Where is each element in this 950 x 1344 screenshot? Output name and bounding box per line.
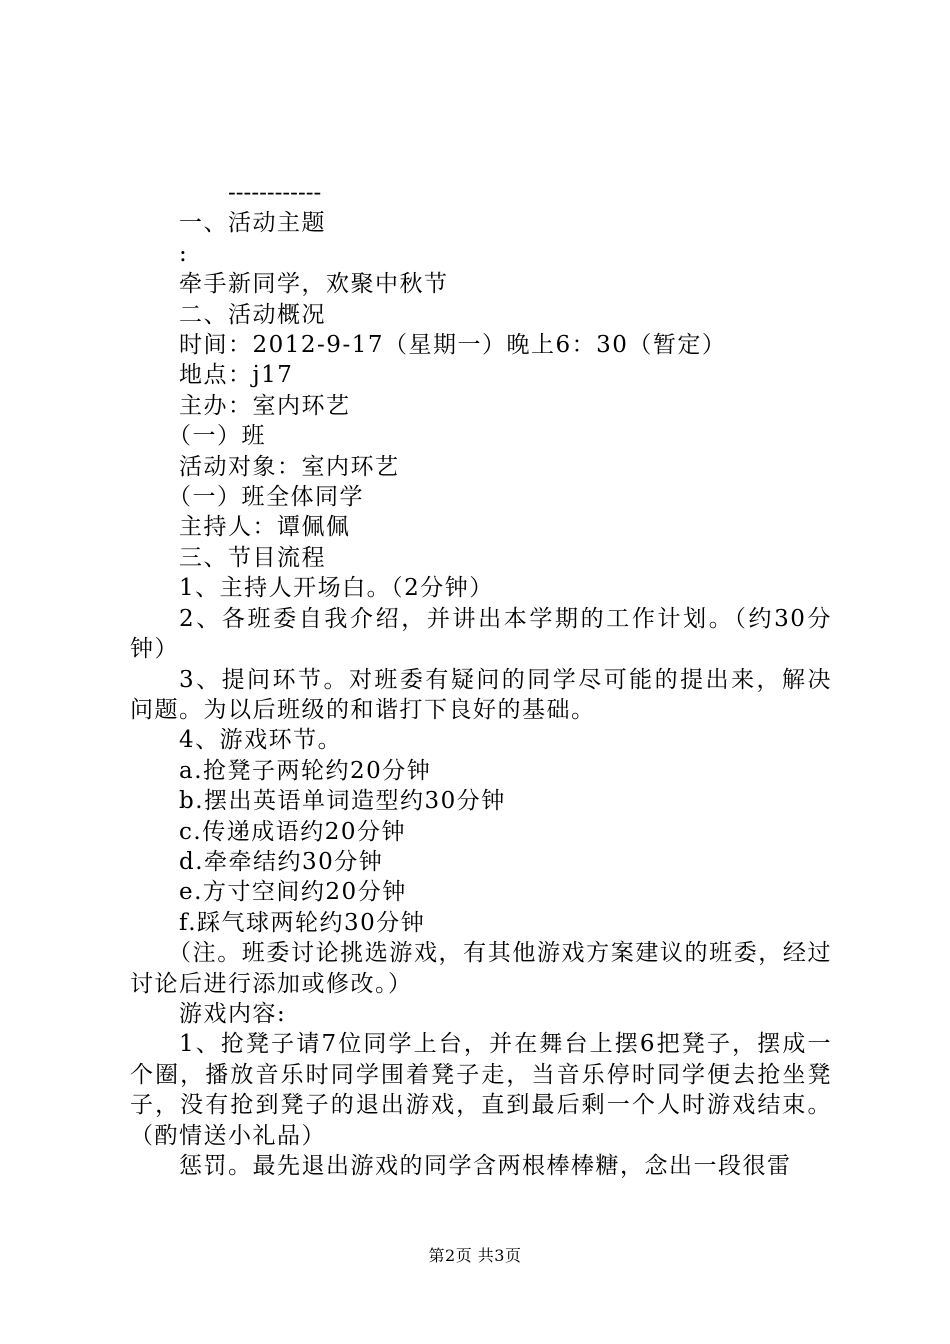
audience-line: 活动对象：室内环艺	[179, 453, 400, 480]
game-item-c: c.传递成语约20分钟	[179, 818, 406, 845]
heading-activity-overview: 二、活动概况	[179, 301, 326, 328]
location-line: 地点：j17	[179, 362, 294, 389]
theme-text: 牵手新同学，欢聚中秋节	[179, 271, 449, 298]
heading-program-flow: 三、节目流程	[179, 544, 326, 571]
organizer-line: 主办：室内环艺	[179, 392, 351, 419]
heading-activity-theme: 一、活动主题	[179, 210, 326, 237]
game-item-f: f.踩气球两轮约30分钟	[179, 909, 426, 936]
audience-class-line: （一）班全体同学	[168, 484, 364, 511]
game-content-1: 1、抢凳子请7位同学上台，并在舞台上摆6把凳子，摆成一个圈，播放音乐时同学围着凳子走，当音乐停时同学便去抢坐凳子，没有抢到凳子的退出游戏，直到最后剩一个人时游戏结束。（酌情送小礼品）	[130, 1031, 832, 1149]
page-footer: 第2页 共3页	[428, 1246, 522, 1265]
divider-line	[130, 178, 832, 208]
flow-item-4: 4、游戏环节。	[179, 727, 343, 754]
divider-text: ------------	[228, 180, 322, 206]
flow-item-2: 2、各班委自我介绍，并讲出本学期的工作计划。（约30分钟）	[130, 605, 832, 663]
note-paragraph: （注。班委讨论挑选游戏，有其他游戏方案建议的班委，经过讨论后进行添加或修改。）	[130, 940, 832, 997]
heading-game-content: 游戏内容:	[179, 1000, 287, 1027]
penalty-paragraph: 惩罚。最先退出游戏的同学含两根棒棒糖，念出一段很雷	[179, 1153, 792, 1179]
document-body	[130, 178, 832, 1181]
game-item-d: d.牵牵结约30分钟	[179, 848, 384, 875]
flow-item-3: 3、提问环节。对班委有疑问的同学尽可能的提出来，解决问题。为以后班级的和谐打下良好的基础。	[130, 666, 832, 723]
game-item-b: b.摆出英语单词造型约30分钟	[179, 788, 506, 815]
host-line: 主持人：谭佩佩	[179, 514, 351, 541]
game-item-e: e.方寸空间约20分钟	[179, 879, 407, 906]
game-item-a: a.抢凳子两轮约20分钟	[179, 757, 432, 784]
time-line: 时间：2012-9-17（星期一）晚上6：30（暂定）	[179, 332, 727, 359]
colon-line: :	[179, 240, 189, 267]
organizer-class-line: （一）班	[168, 423, 266, 450]
flow-item-1: 1、主持人开场白。（2分钟）	[179, 575, 494, 602]
